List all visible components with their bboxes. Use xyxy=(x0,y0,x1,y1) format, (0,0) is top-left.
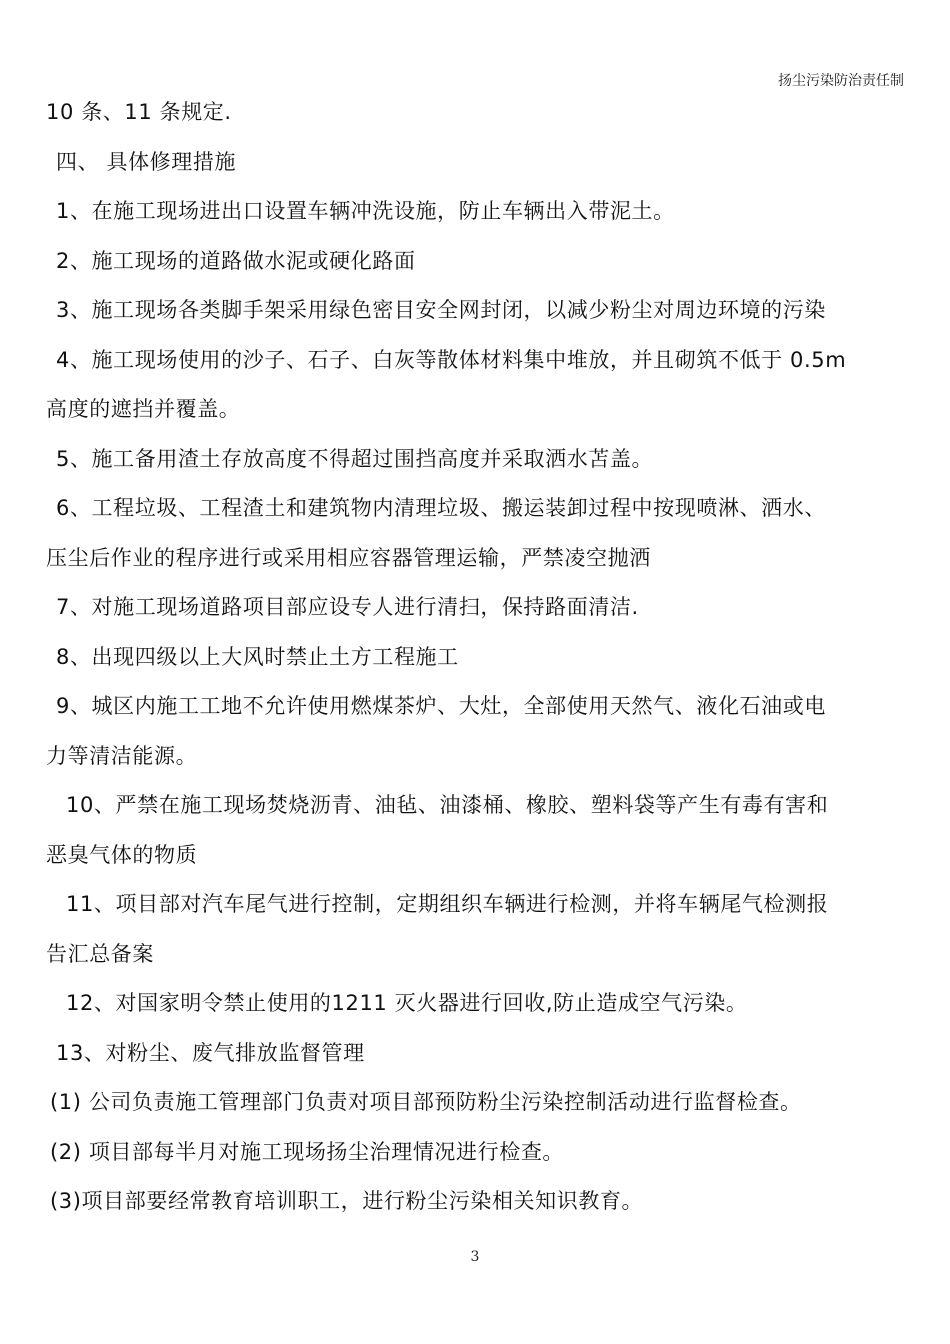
running-header: 扬尘污染防治责任制 xyxy=(778,73,904,89)
body-line: 3、施工现场各类脚手架采用绿色密目安全网封闭，以减少粉尘对周边环境的污染 xyxy=(56,298,826,322)
body-line: 10、严禁在施工现场焚烧沥青、油毡、油漆桶、橡胶、塑料袋等产生有毒有害和 xyxy=(66,793,829,817)
body-line: 1、在施工现场进出口设置车辆冲洗设施，防止车辆出入带泥土。 xyxy=(56,199,675,223)
body-line: 恶臭气体的物质 xyxy=(46,842,198,867)
body-line: 10 条、11 条规定. xyxy=(46,100,232,124)
body-line: 4、施工现场使用的沙子、石子、白灰等散体材料集中堆放，并且砌筑不低于 0.5m xyxy=(56,347,847,372)
body-line: (1) 公司负责施工管理部门负责对项目部预防粉尘污染控制活动进行监督检查。 xyxy=(50,1090,802,1114)
body-line: 5、施工备用渣土存放高度不得超过围挡高度并采取洒水苫盖。 xyxy=(56,446,654,471)
body-line: (3)项目部要经常教育培训职工，进行粉尘污染相关知识教育。 xyxy=(50,1189,644,1213)
section-heading: 四、 具体修理措施 xyxy=(56,149,237,174)
body-line: 6、工程垃圾、工程渣土和建筑物内清理垃圾、搬运装卸过程中按现喷淋、洒水、 xyxy=(56,496,826,520)
document-body xyxy=(46,88,908,1227)
page-number: 3 xyxy=(470,1249,480,1265)
body-line: 9、城区内施工工地不允许使用燃煤茶炉、大灶，全部使用天然气、液化石油或电 xyxy=(56,694,826,718)
body-line: (2) 项目部每半月对施工现场扬尘治理情况进行检查。 xyxy=(50,1139,565,1164)
body-line: 压尘后作业的程序进行或采用相应容器管理运输，严禁凌空抛洒 xyxy=(46,545,651,570)
body-line: 7、对施工现场道路项目部应设专人进行清扫，保持路面清洁. xyxy=(56,595,639,619)
body-line: 11、项目部对汽车尾气进行控制，定期组织车辆进行检测，并将车辆尾气检测报 xyxy=(66,892,829,916)
body-line: 高度的遮挡并覆盖。 xyxy=(46,397,241,421)
body-line: 13、对粉尘、废气排放监督管理 xyxy=(56,1040,365,1065)
body-line: 12、对国家明令禁止使用的1211 灭火器进行回收,防止造成空气污染。 xyxy=(66,991,748,1015)
body-line: 8、出现四级以上大风时禁止土方工程施工 xyxy=(56,644,459,669)
body-line: 2、施工现场的道路做水泥或硬化路面 xyxy=(56,248,416,273)
body-line: 力等清洁能源。 xyxy=(46,743,198,768)
body-line: 告汇总备案 xyxy=(46,941,154,966)
